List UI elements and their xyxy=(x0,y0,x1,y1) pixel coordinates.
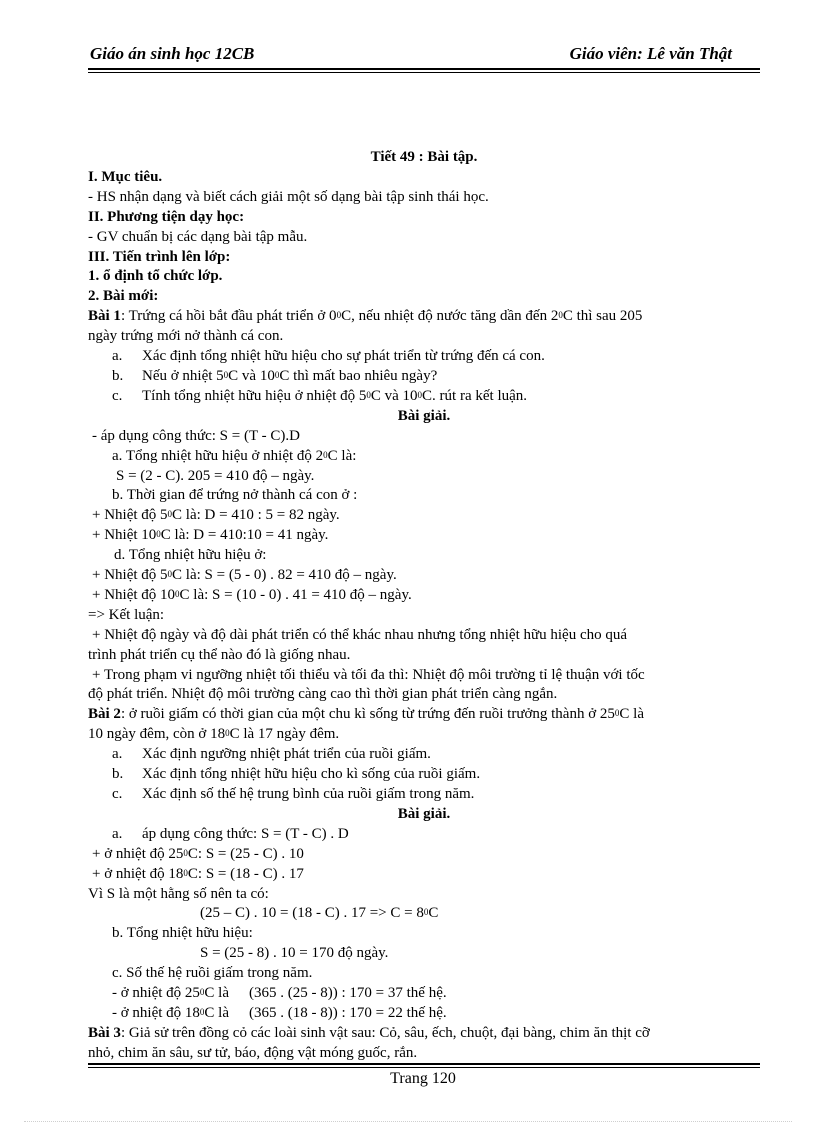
exercise-label: Bài 3 xyxy=(88,1024,121,1041)
subsection-heading: 1. ổ định tổ chức lớp. xyxy=(88,268,223,285)
solution-heading: Bài giải. xyxy=(397,805,451,822)
solution-line: độ phát triển. Nhiệt độ môi trường càng cao thì thời gian phát triển càng ngắn. xyxy=(88,686,558,703)
solution-line: + Nhiệt $10^0C$ là: D = 410:10 = 41 ngày. xyxy=(92,527,329,544)
paragraph: nhỏ, chim ăn sâu, sư tử, báo, động vật móng guốc, rắn. xyxy=(88,1044,418,1061)
question-item: a. Xác định ngưỡng nhiệt phát triển của ruồi giấm. xyxy=(112,746,431,763)
subsection-heading: 2. Bài mới: xyxy=(88,288,159,305)
section-heading: II. Phương tiện dạy học: xyxy=(88,208,245,225)
header-rule-thin xyxy=(88,72,760,73)
header-left: Giáo án sinh học 12CB xyxy=(90,44,255,63)
solution-heading: Bài giải. xyxy=(397,407,451,424)
solution-line: - áp dụng công thức: S = (T - C).D xyxy=(92,427,300,444)
solution-line: - ở nhiệt độ $18^0C$ là (365 . (18 - 8)) : 170 = 22 thế hệ. xyxy=(112,1004,447,1021)
solution-line: + ở nhiệt độ $18^0C$: S = (18 - C) . 17 xyxy=(92,865,304,882)
question-item: a. Xác định tổng nhiệt hữu hiệu cho sự phát triển từ trứng đến cá con. xyxy=(112,348,545,365)
solution-line: trình phát triển cụ thể nào đó là giống nhau. xyxy=(88,646,351,663)
solution-line: S = (25 - 8) . 10 = 170 độ ngày. xyxy=(200,945,389,962)
solution-line: + Trong phạm vi ngưỡng nhiệt tối thiểu và tối đa thì: Nhiệt độ môi trường tỉ lệ thuận với tốc xyxy=(92,666,645,683)
footer-rule xyxy=(88,1063,760,1065)
exercise-3-statement: Bài 3: Giả sử trên đồng cỏ các loài sinh vật sau: Cỏ, sâu, ếch, chuột, đại bàng, chim ăn thịt cỡ xyxy=(88,1024,650,1041)
solution-line: + Nhiệt độ ngày và độ dài phát triển có thể khác nhau nhưng tổng nhiệt hữu hiệu cho quá xyxy=(92,626,628,643)
header-rule xyxy=(88,68,760,70)
solution-line: + Nhiệt độ $5^0C$ là: D = 410 : 5 = 82 ngày. xyxy=(92,507,340,524)
footer-rule-thin xyxy=(88,1067,760,1068)
solution-line: b. Thời gian để trứng nở thành cá con ở : xyxy=(112,487,358,504)
exercise-label: Bài 2 xyxy=(88,706,121,723)
question-item: b. Nếu ở nhiệt $5^0C$ và $10^0C$ thì mất bao nhiêu ngày? xyxy=(112,367,438,384)
page-number: Trang 120 xyxy=(390,1070,456,1087)
solution-line: + Nhiệt độ $10^0C$ là: S = (10 - 0) . 41 = 410 độ – ngày. xyxy=(92,586,412,603)
paragraph: ngày trứng mới nở thành cá con. xyxy=(88,328,284,345)
question-item: c. Tính tổng nhiệt hữu hiệu ở nhiệt độ $5^0C$ và $10^0C$. rút ra kết luận. xyxy=(112,387,528,404)
solution-line: Vì S là một hằng số nên ta có: xyxy=(88,885,269,902)
exercise-2-statement: Bài 2: ở ruồi giấm có thời gian của một chu kì sống từ trứng đến ruồi trưởng thành ở $25^0C$ là xyxy=(88,706,644,723)
solution-line: + ở nhiệt độ $25^0C$: S = (25 - C) . 10 xyxy=(92,845,304,862)
page-content xyxy=(88,148,760,1064)
paragraph: - HS nhận dạng và biết cách giải một số dạng bài tập sinh thái học. xyxy=(88,188,489,205)
page-title: Tiết 49 : Bài tập. xyxy=(370,149,478,165)
exercise-label: Bài 1 xyxy=(88,308,121,325)
section-heading: III. Tiến trình lên lớp: xyxy=(88,248,231,265)
solution-line: a. áp dụng công thức: S = (T - C) . D xyxy=(112,825,349,842)
solution-line: d. Tổng nhiệt hữu hiệu ở: xyxy=(114,547,267,564)
solution-line: => Kết luận: xyxy=(88,606,165,623)
solution-line: S = (2 - C). 205 = 410 độ – ngày. xyxy=(116,467,315,484)
page-edge xyxy=(24,1121,792,1122)
question-item: b. Xác định tổng nhiệt hữu hiệu cho kì sống của ruồi giấm. xyxy=(112,766,481,783)
question-item: c. Xác định số thế hệ trung bình của ruồi giấm trong năm. xyxy=(112,786,475,802)
solution-line: (25 – C) . 10 = (18 - C) . $17 => C = 8^0C$ xyxy=(200,905,439,922)
solution-line: a. Tổng nhiệt hữu hiệu ở nhiệt độ $2^0C$ là: xyxy=(112,447,357,464)
solution-line: b. Tổng nhiệt hữu hiệu: xyxy=(112,925,253,942)
solution-line: + Nhiệt độ $5^0C$ là: S = (5 - 0) . 82 = 410 độ – ngày. xyxy=(92,567,397,584)
paragraph: - GV chuẩn bị các dạng bài tập mẫu. xyxy=(88,228,308,245)
solution-line: - ở nhiệt độ $25^0C$ là (365 . (25 - 8)) : 170 = 37 thế hệ. xyxy=(112,985,447,1002)
paragraph: 10 ngày đêm, còn ở $18^0C$ là 17 ngày đêm. xyxy=(88,726,340,743)
section-heading: I. Mục tiêu. xyxy=(88,168,163,185)
header-right: Giáo viên: Lê văn Thật xyxy=(569,44,732,63)
exercise-1-statement: Bài 1: Trứng cá hồi bắt đầu phát triển ở $0^0C$, nếu nhiệt độ nước tăng dần đến $2^0C$ thì sau 205 xyxy=(88,308,643,325)
solution-line: c. Số thế hệ ruồi giấm trong năm. xyxy=(112,965,313,982)
